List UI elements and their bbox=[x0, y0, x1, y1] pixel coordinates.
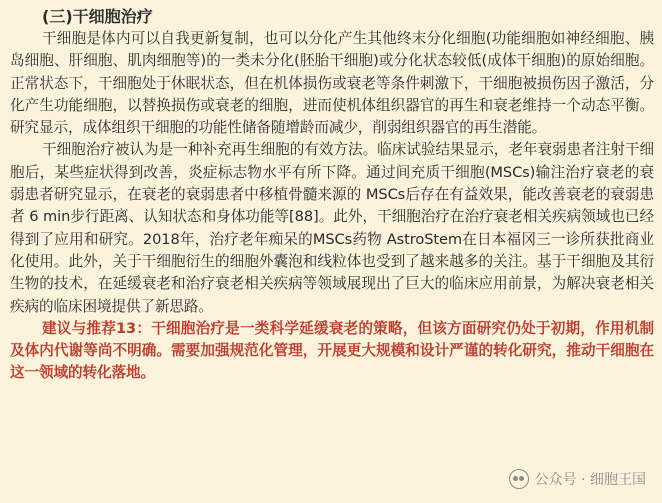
wechat-icon bbox=[509, 469, 529, 489]
paragraph-definition: 干细胞是体内可以自我更新复制，也可以分化产生其他终末分化细胞(功能细胞如神经细胞、胰岛细胞、肝细胞、肌肉细胞等)的一类未分化(胚胎干细胞)或分化状态较低(成体干细胞)的原始细胞。正常状态下，干细胞处于休眠状态，但在机体损伤或衰老等条件刺激下，干细胞被损伤因子激活，分化产生功能细胞，以替换损伤或衰老的细胞，进而使机体组织器官的再生和衰老维持一个动态平衡。研究显示，成体组织干细胞的功能性储备随增龄而减少，削弱组织器官的再生潜能。 bbox=[10, 30, 654, 137]
watermark-text: 公众号 · 细胞王国 bbox=[534, 472, 646, 488]
paragraph-therapy: 干细胞治疗被认为是一种补充再生细胞的有效方法。临床试验结果显示，老年衰弱患者注射干细胞后，某些症状得到改善，炎症标志物水平有所下降。通过间充质干细胞(MSCs)输注治疗衰老的衰弱患者研究显示，在衰老的衰弱患者中移植骨髓来源的 MSCs后存在有益效果，能改善衰老的衰弱患者 6 min步行距离、认知状态和身体功能等[88]。此外，干细胞治疗在治疗衰老相关疾病领域也已经得到了应用和研究。2018年，治疗老年痴呆的MSCs药物 AstroStem在日本福冈三一诊所获批商业化使用。此外，关于干细胞衍生的细胞外囊泡和线粒体也受到了越来越多的关注。基于干细胞及其衍生物的技术，在延缓衰老和治疗衰老相关疾病等领域展现出了巨大的临床应用前景，为解决衰老相关疾病的临床困境提供了新思路。 bbox=[10, 141, 654, 315]
recommendation-text: 建议与推荐13：干细胞治疗是一类科学延缓衰老的策略，但该方面研究仍处于初期，作用机制及体内代谢等尚不明确。需要加强规范化管理，开展更大规模和设计严谨的转化研究，推动干细胞在这一领域的转化落地。 bbox=[10, 319, 654, 382]
section-heading: (三)干细胞治疗 bbox=[42, 7, 153, 26]
watermark bbox=[507, 469, 648, 489]
